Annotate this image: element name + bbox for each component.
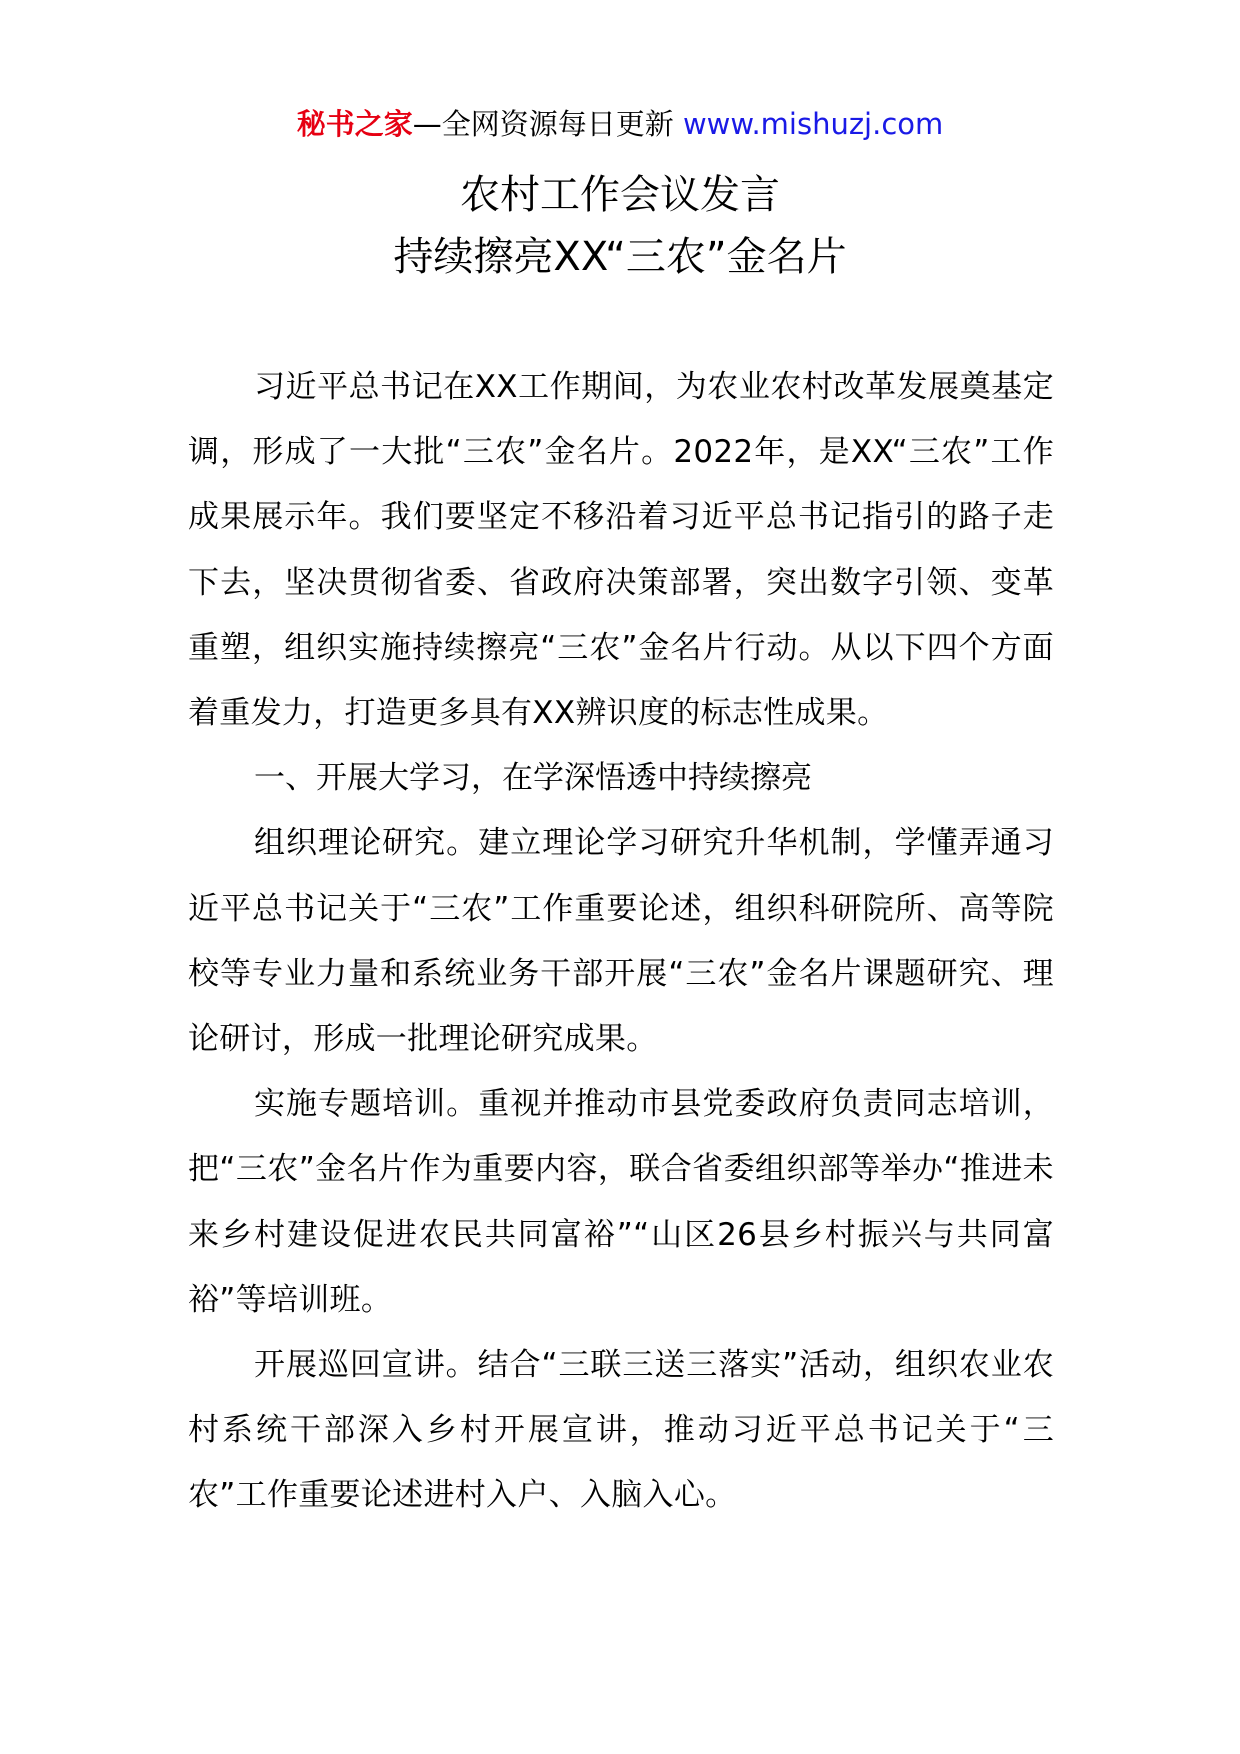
header-tagline: —全网资源每日更新 <box>412 107 683 141</box>
body-paragraph: 实施专题培训。重视并推动市县党委政府负责同志培训，把“三农”金名片作为重要内容，联合省委组织部等举办“推进未来乡村建设促进农民共同富裕”“山区26县乡村振兴与共同富裕”等培训班。 <box>188 1086 1054 1318</box>
section-heading: 一、开展大学习，在学深悟透中持续擦亮 <box>254 760 812 797</box>
document-subtitle: 持续擦亮XX“三农”金名片 <box>393 234 847 280</box>
document-body <box>188 355 1054 1529</box>
brand-name: 秘书之家 <box>296 107 413 141</box>
body-paragraph: 组织理论研究。建立理论学习研究升华机制，学懂弄通习近平总书记关于“三农”工作重要论述，组织科研院所、高等院校等专业力量和系统业务干部开展“三农”金名片课题研究、理论研讨，形成一批理论研究成果。 <box>188 825 1054 1058</box>
site-header <box>0 104 1240 144</box>
site-url[interactable]: www.mishuzj.com <box>682 107 944 141</box>
body-paragraph: 开展巡回宣讲。结合“三联三送三落实”活动，组织农业农村系统干部深入乡村开展宣讲，推动习近平总书记关于“三农”工作重要论述进村入户、入脑入心。 <box>188 1347 1054 1514</box>
document-title-block <box>0 164 1240 288</box>
intro-paragraph: 习近平总书记在XX工作期间，为农业农村改革发展奠基定调，形成了一大批“三农”金名片。2022年，是XX“三农”工作成果展示年。我们要坚定不移沿着习近平总书记指引的路子走下去，坚决贯彻省委、省政府决策部署，突出数字引领、变革重塑，组织实施持续擦亮“三农”金名片行动。从以下四个方面着重发力，打造更多具有XX辨识度的标志性成果。 <box>188 369 1054 732</box>
document-title: 农村工作会议发言 <box>460 172 780 218</box>
